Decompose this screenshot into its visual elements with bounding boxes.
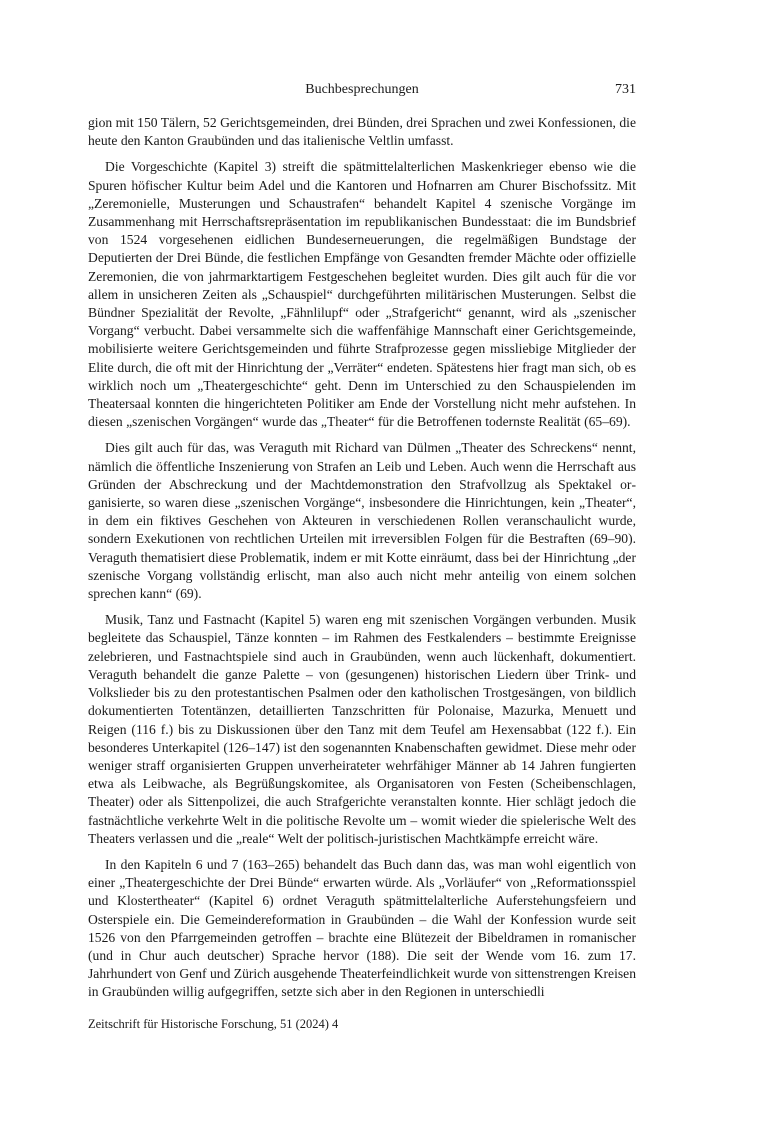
paragraph-chapters-6-7: In den Kapiteln 6 und 7 (163–265) behandelt das Buch dann das, was man wohl eigentlich von einer „Theatergeschichte der Drei Bünde“ erwarten würde. Als „Vorläufer“ von „Reformationsspiel und Klostertheater“ (Kapitel 6) ordnet Veraguth spätmittelalterliche Auferstehungsfeiern und Osterspiele ein. Die Gemeindereformation in Graubünden – die Wahl der Konfession wurde seit 1526 von den Pfarrgemeinden getroffen – brachte eine Blütezeit der Bibeldramen in romanischer (und in Chur auch deutscher) Sprache hervor (188). Die seit der Wende vom 16. zum 17. Jahrhundert von Genf und Zürich ausgehende Theaterfeindlichkeit wurde von sittenstrengen Kreisen in Graubünden willig aufgegriffen, setzte sich aber in den Regionen in unterschiedli <box>88 856 636 1000</box>
running-header <box>88 82 636 102</box>
section-title: Buchbesprechungen <box>305 82 419 97</box>
journal-footer: Zeitschrift für Historische Forschung, 51 (2024) 4 <box>88 1017 339 1031</box>
page-number: 731 <box>615 82 636 97</box>
paragraph-theater-of-terror: Dies gilt auch für das, was Veraguth mit Richard van Dülmen „Theater des Schreckens“ nennt, nämlich die öffentliche Inszenierung von Strafen an Leib und Leben. Auch wenn die Herrschaft aus Gründen der Abschreckung und der Machtdemonstration den Strafvollzug als Spektakel organisierte, so waren diese „szenischen Vorgänge“, insbesondere die Hinrichtungen, kein „Theater“, in dem ein fiktives Geschehen von Akteuren in verschiedenen Rollen veranschaulicht wurde, sondern Exekutionen von rechtlichen Urteilen mit irreversiblen Folgen für die Bestraften (69–90). Veraguth thematisiert diese Problematik, indem er mit Kotte einräumt, dass bei der Hinrichtung „der szenische Vorgang vollständig erlischt, man also auch nicht mehr anteilig von einem solchen sprechen kann“ (69). <box>88 440 636 602</box>
paragraph-continued: gion mit 150 Tälern, 52 Gerichtsgemeinden, drei Bünden, drei Sprachen und zwei Konfessionen, die heute den Kanton Graubünden und das italienische Veltlin umfasst. <box>88 115 636 149</box>
paragraph-prehistory: Die Vorgeschichte (Kapitel 3) streift die spätmittelalterlichen Maskenkrieger ebenso wie die Spuren höfischer Kultur beim Adel und die Kantoren und Hofnarren am Churer Bischofssitz. Mit „Zeremonielle, Musterungen und Schaustrafen“ behandelt Kapitel 4 szenische Vorgänge im Zusammenhang mit Herrschaftsrepräsentation im republikanischen Bundesstaat: die im Bundsbrief von 1524 vorgesehenen eidlichen Bundeserneuerungen, die regelmäßigen Bundstage der Deputierten der Drei Bünde, die festlichen Empfänge von Gesandten fremder Mächte oder offizielle Zeremonien, die von jahrmarktartigem Festgeschehen begleitet wurden. Dies gilt auch für die vor allem in unsicheren Zeiten als „Schauspiel“ durchgeführten militärischen Musterungen. Selbst die Bündner Spezialität der Revolte, „Fähnlilupf“ oder „Strafgericht“ genannt, wird als „szenischer Vorgang“ verbucht. Dabei versammelte sich die waffenfähige Mannschaft einer Gerichtsgemeinde, mobilisierte weitere Gerichtsgemeinden und führte Strafprozesse gegen missliebige Mitglieder der Elite durch, die oft mit der Hinrichtung der „Verräter“ endeten. Spätestens hier fragt man sich, ob es wirklich noch um „Theatergeschichte“ geht. Denn im Unterschied zu den Schauspielenden im Theatersaal konnten die hingerichteten Politiker am Ende der Vorstellung nicht mehr aufstehen. In diesen „szenischen Vorgängen“ wurde das „Theater“ für die Betroffenen todernste Realität (65–69). <box>88 159 636 430</box>
paragraph-music-dance-carnival: Musik, Tanz und Fastnacht (Kapitel 5) waren eng mit szenischen Vorgängen verbunden. Musik begleitete das Schauspiel, Tänze konnten – im Rahmen des Festkalenders – bestimmte Ereignisse zelebrieren, und Fastnachtspiele sind auch in Graubünden, wenn auch lückenhaft, dokumentiert. Veraguth behandelt die ganze Palette – von (gesungenen) historischen Liedern über Trink- und Volkslieder bis zu den protestantischen Psalmen oder den katholischen Trostgesängen, von bildlich dokumentierten Totentänzen, detaillierten Tanzschritten für Polonaise, Mazurka, Menuett und Reigen (116 f.) bis zu Diskussionen über den Tanz mit dem Teufel am Hexensabbat (122 f.). Ein besonderes Unterkapitel (126–147) ist den sogenannten Knabenschaften gewidmet. Diese mehr oder weniger straff organisierten Gruppen unverheirateter wehrfähiger Männer ab 14 Jahren fungierten etwa als Leibwache, als Begrüßungskomitee, als Organisatoren von Festen (Scheibenschlagen, Theater) oder als Sittenpolizei, die auch Strafgerichte veranstalten konnte. Hier schlägt jedoch die fastnächtliche verkehrte Welt in die politische Revolte um – womit wieder die spielerische Welt des Theaters verlassen und die „reale“ Welt der politisch-juristischen Machtkämpfe erreicht wäre. <box>88 612 636 846</box>
document-page <box>88 0 636 1131</box>
body-text <box>88 114 636 1010</box>
